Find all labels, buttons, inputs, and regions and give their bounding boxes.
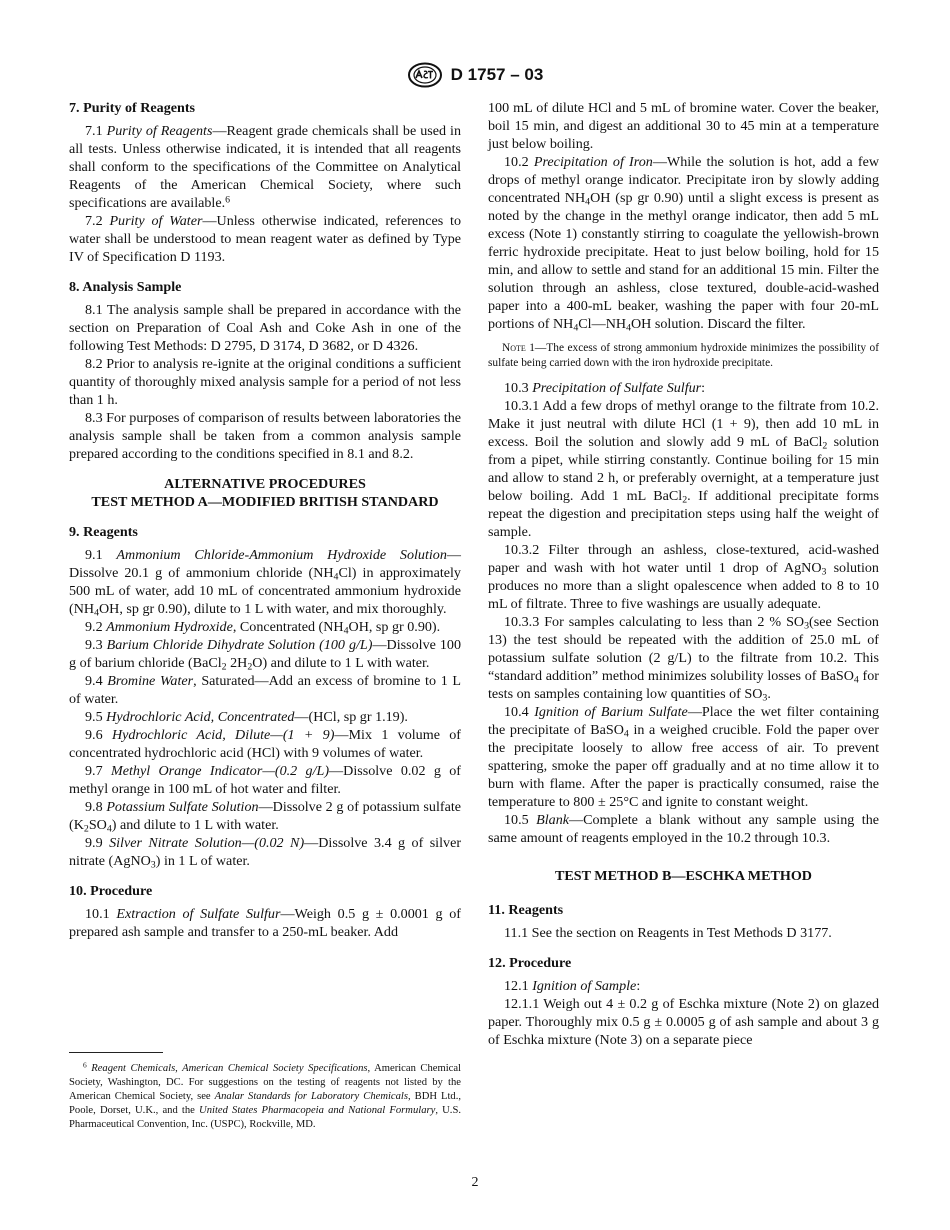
paragraph-9-5: 9.5 Hydrochloric Acid, Concentrated—(HCl, sp gr 1.19). <box>85 709 408 725</box>
section-12-title: 12. Procedure <box>488 955 572 971</box>
test-method-a-heading: TEST METHOD A—MODIFIED BRITISH STANDARD <box>91 494 439 510</box>
section-8-title: 8. Analysis Sample <box>69 279 182 295</box>
document-designation: D 1757 – 03 <box>450 65 544 84</box>
note-1: Note 1—The excess of strong ammonium hydroxide minimizes the possibility of sulfate being carried down with the iron hydroxide precipitate. <box>488 342 879 369</box>
paragraph-8-1: 8.1 The analysis sample shall be prepared in accordance with the section on Preparation of Coal Ash and Coke Ash in one of the following Test Methods: D 2795, D 3174, D 3682, or D 4326. <box>69 302 461 354</box>
section-10-title: 10. Procedure <box>69 883 153 899</box>
left-column <box>69 99 461 941</box>
footnote-divider <box>69 1052 163 1053</box>
footnote-6-text: $^6$ Reagent Chemicals, American Chemical Society Specifications, American Chemical Society, Washington, DC. For suggestions on the testing of reagents not listed by the American Chemical Society, see Analar Standards for Laboratory Chemicals, BDH Ltd., Poole, Dorset, U.K., and the United States Pharmacopeia and National Formulary, U.S. Pharmaceutical Convention, Inc. (USPC), Rockville, MD. <box>69 1060 462 1130</box>
paragraph-10-1: 10.1 Extraction of Sulfate Sulfur—Weigh 0.5 g ± 0.0001 g of prepared ash sample and transfer to a 250-mL beaker. Add <box>69 906 461 940</box>
paragraph-10-3-1: 10.3.1 Add a few drops of methyl orange to the filtrate from 10.2. Make it just neutral with dilute HCl (1 + 9), then add 10 mL in excess. Boil the solution and slowly add 9 mL of BaCl$_2$ solution from a pipet, while stirring constantly. Continue boiling for 15 min and allow to stand 2 h, or preferably overnight, at a temperature just below boiling. Add 1 mL BaCl$_2$. If additional precipitate forms repeat the digestion and precipitation steps using half the weight of sample. <box>488 398 879 540</box>
section-7-title: 7. Purity of Reagents <box>69 100 196 116</box>
paragraph-10-3-2: 10.3.2 Filter through an ashless, close-textured, acid-washed paper and wash with hot water until 1 drop of AgNO$_3$ solution produces no more than a slight opalescence when added to 8 to 10 mL of filtrate. Three to five washings are usually adequate. <box>488 542 879 612</box>
paragraph-9-2: 9.2 Ammonium Hydroxide, Concentrated ($NH_4OH$, sp gr 0.90). <box>85 619 441 637</box>
page-number: 2 <box>471 1175 479 1190</box>
paragraph-7-2: 7.2 Purity of Water—Unless otherwise indicated, references to water shall be understood to mean reagent water as defined by Type IV of Specification D 1193. <box>69 213 462 265</box>
paragraph-9-9: 9.9 Silver Nitrate Solution—(0.02 N)—Dissolve 3.4 g of silver nitrate (AgNO$_3$) in 1 L of water. <box>69 835 462 871</box>
paragraph-9-4: 9.4 Bromine Water, Saturated—Add an excess of bromine to 1 L of water. <box>69 673 462 707</box>
footnote-6 <box>69 1062 461 1132</box>
paragraph-10-2: 10.2 Precipitation of Iron—While the solution is hot, add a few drops of methyl orange indicator. Precipitate iron by slowly adding concentrated $NH_4OH$ (sp gr 0.90) until a slight excess is present as noted by the change in the methyl orange indicator, then add 5 mL excess (Note 1) constantly stirring to coagulate the yellowish-brown ferric hydroxide precipitate. Heat to just below boiling, hold for 15 min, and allow to settle and stand for an additional 15 min. Filter the solution through an ashless, close textured, double-acid-washed paper into a 400-mL beaker, washing the paper with four 20-mL portions of $NH_4Cl—NH_4OH$ solution. Discard the filter. <box>488 154 880 334</box>
paragraph-8-2: 8.2 Prior to analysis re-ignite at the original conditions a sufficient quantity of thoroughly mixed analysis sample for a period of not less than 1 h. <box>69 356 461 408</box>
page-header <box>0 62 950 88</box>
paragraph-12-1: 12.1 Ignition of Sample: <box>504 978 641 994</box>
paragraph-12-1-1: 12.1.1 Weigh out 4 ± 0.2 g of Eschka mixture (Note 2) on glazed paper. Thoroughly mix 0.5 g ± 0.0005 g of ash sample and about 3 g of Eschka mixture (Note 3) on a separate piece <box>488 996 879 1048</box>
paragraph-9-1: 9.1 Ammonium Chloride-Ammonium Hydroxide Solution—Dissolve 20.1 g of ammonium chloride $(NH_4Cl)$ in approximately 500 mL of water, add 10 mL of concentrated ammonium hydroxide ($NH_4OH$, sp gr 0.90), dilute to 1 L with water, and mix thoroughly. <box>69 547 461 619</box>
paragraph-7-1: 7.1 Purity of Reagents—Reagent grade chemicals shall be used in all tests. Unless otherwise indicated, it is intended that all reagents shall conform to the specifications of the Committee on Analytical Reagents of the American Chemical Society, where such specifications are available.$^6$ <box>69 123 461 211</box>
paragraph-9-7: 9.7 Methyl Orange Indicator—(0.2 g/L)—Dissolve 0.02 g of methyl orange in 100 mL of hot water and filter. <box>69 763 461 797</box>
paragraph-10-4: 10.4 Ignition of Barium Sulfate—Place the wet filter containing the precipitate of BaSO$_4$ in a weighed crucible. Fold the paper over the precipitate loosely to allow free access of air. To prevent spattering, smoke the paper off gradually and at no time allow it to burn with flame. After the paper is practically consumed, raise the temperature to 800 ± 25°C and ignite to constant weight. <box>488 704 879 810</box>
paragraph-9-3: 9.3 Barium Chloride Dihydrate Solution (100 g/L)—Dissolve 100 g of barium chloride (BaCl$_2$ $2H_2O$) and dilute to 1 L with water. <box>69 637 462 673</box>
paragraph-9-6: 9.6 Hydrochloric Acid, Dilute—(1 + 9)—Mix 1 volume of concentrated hydrochloric acid (HCl) with 9 volumes of water. <box>69 727 461 761</box>
paragraph-9-8: 9.8 Potassium Sulfate Solution—Dissolve 2 g of potassium sulfate $(K_2SO_4)$ and dilute to 1 L with water. <box>69 799 462 835</box>
paragraph-10-3: 10.3 Precipitation of Sulfate Sulfur: <box>504 380 706 396</box>
paragraph-8-3: 8.3 For purposes of comparison of results between laboratories the analysis sample shall be taken from a common analysis sample prepared according to the conditions specified in 8.1 and 8.2. <box>69 410 461 462</box>
paragraph-10-3-3: 10.3.3 For samples calculating to less than 2 % $SO_3(see$ Section 13) the test should be repeated with the addition of 25.0 mL of potassium sulfate solution (2 g/L) to the filtrate from 10.2. This “standard addition” method minimizes solubility losses of BaSO$_4$ for tests on samples containing low quantities of $SO_3$. <box>488 614 879 704</box>
right-column <box>488 99 879 1049</box>
paragraph-10-5: 10.5 Blank—Complete a blank without any sample using the same amount of reagents employed in the 10.2 through 10.3. <box>488 812 879 846</box>
alternative-procedures-heading: ALTERNATIVE PROCEDURES <box>164 476 366 492</box>
section-9-title: 9. Reagents <box>69 524 138 540</box>
paragraph-10-1-continued: 100 mL of dilute HCl and 5 mL of bromine water. Cover the beaker, boil 15 min, and digest an additional 30 to 45 min at a temperature just below boiling. <box>488 100 879 152</box>
astm-logo-icon <box>407 62 443 88</box>
section-11-title: 11. Reagents <box>488 902 564 918</box>
paragraph-11-1: 11.1 See the section on Reagents in Test Methods D 3177. <box>504 925 832 941</box>
test-method-b-heading: TEST METHOD B—ESCHKA METHOD <box>554 868 812 884</box>
